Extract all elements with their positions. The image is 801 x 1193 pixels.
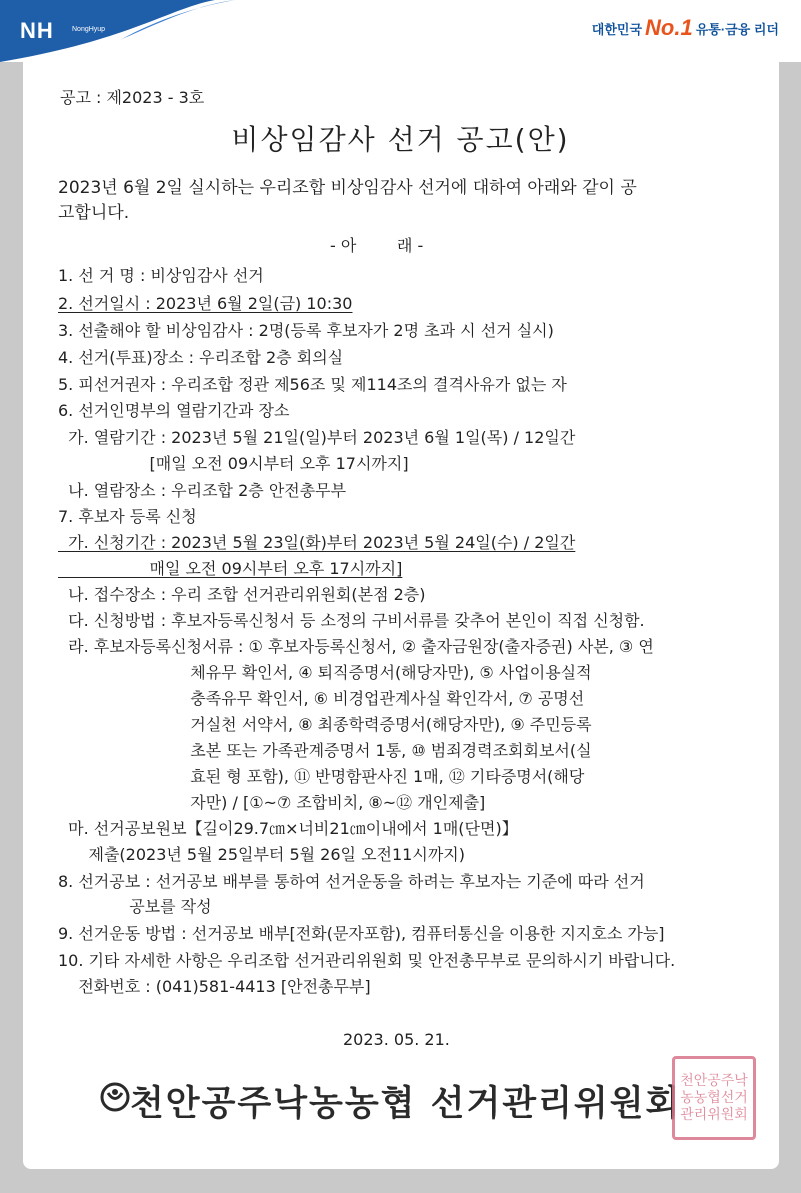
item-line: 4. 선거(투표)장소 : 우리조합 2층 회의실	[58, 348, 344, 367]
notice-date: 2023. 05. 21.	[343, 1030, 450, 1049]
item-line: 2. 선거일시 : 2023년 6월 2일(금) 10:30	[58, 294, 353, 313]
nh-logo-subtitle: NongHyup	[72, 26, 106, 33]
item-line: 5. 피선거권자 : 우리조합 정관 제56조 및 제114조의 결격사유가 없는 자	[58, 375, 567, 394]
item-line: 8. 선거공보 : 선거공보 배부를 통하여 선거운동을 하려는 후보자는 기준에 따라 선거	[58, 872, 645, 891]
item-line: [매일 오전 09시부터 오후 17시까지]	[58, 454, 409, 473]
notice-title: 비상임감사 선거 공고(안)	[231, 123, 570, 156]
intro-line-2: 고합니다.	[58, 203, 130, 223]
item-line: 초본 또는 가족관계증명서 1통, ⑩ 범죄경력조회회보서(실	[58, 741, 592, 760]
item-line: 나. 접수장소 : 우리 조합 선거관리위원회(본점 2층)	[58, 585, 426, 604]
item-line: 10. 기타 자세한 사항은 우리조합 선거관리위원회 및 안전총무부로 문의하시기 바랍니다.	[58, 951, 676, 970]
official-seal: 천안공주낙농농협선거관리위원회	[672, 1056, 756, 1140]
slogan-prefix: 대한민국	[591, 21, 643, 37]
issuing-organization: 천안공주낙농농협 선거관리위원회	[130, 1084, 682, 1124]
item-line: 6. 선거인명부의 열람기간과 장소	[58, 401, 290, 420]
item-line: 효된 형 포함), ⑪ 반명함판사진 1매, ⑫ 기타증명서(해당	[58, 767, 585, 786]
item-line: 공보를 작성	[58, 897, 212, 916]
item-line: 체유무 확인서, ④ 퇴직증명서(해당자만), ⑤ 사업이용실적	[58, 663, 592, 682]
item-line: 제출(2023년 5월 25일부터 5월 26일 오전11시까지)	[58, 845, 465, 864]
item-line: 자만) / [①~⑦ 조합비치, ⑧~⑫ 개인제출]	[58, 793, 486, 812]
item-line: 나. 열람장소 : 우리조합 2층 안전총무부	[58, 481, 347, 500]
item-line: 라. 후보자등록신청서류 : ① 후보자등록신청서, ② 출자금원장(출자증권) 사본, ③ 연	[58, 637, 654, 656]
item-line: 마. 선거공보원보【길이29.7㎝×너비21㎝이내에서 1매(단면)】	[58, 819, 518, 838]
item-line: 9. 선거운동 방법 : 선거공보 배부[전화(문자포함), 컴퓨터통신을 이용한 지지호소 가능]	[58, 924, 665, 943]
slogan-no1: No.1	[645, 15, 693, 40]
item-line: 7. 후보자 등록 신청	[58, 507, 197, 526]
item-line: 전화번호 : (041)581-4413 [안전총무부]	[58, 977, 371, 996]
item-line: 3. 선출해야 할 비상임감사 : 2명(등록 후보자가 2명 초과 시 선거 실시)	[58, 321, 554, 340]
item-line: 매일 오전 09시부터 오후 17시까지]	[58, 559, 403, 578]
item-line: 거실천 서약서, ⑧ 최종학력증명서(해당자만), ⑨ 주민등록	[58, 715, 592, 734]
below-heading: - 아 래 -	[330, 236, 424, 255]
item-line: 가. 열람기간 : 2023년 5월 21일(일)부터 2023년 6월 1일(목) / 12일간	[58, 428, 576, 447]
item-line: 가. 신청기간 : 2023년 5월 23일(화)부터 2023년 5월 24일(수) / 2일간	[58, 533, 576, 552]
item-line: 다. 신청방법 : 후보자등록신청서 등 소정의 구비서류를 갖추어 본인이 직접 신청함.	[58, 611, 645, 630]
notice-number: 공고 : 제2023 - 3호	[60, 88, 205, 107]
item-line: 충족유무 확인서, ⑥ 비경업관계사실 확인각서, ⑦ 공명선	[58, 689, 585, 708]
nonghyup-emblem-icon	[100, 1082, 130, 1112]
slogan-suffix: 유통·금융 리더	[695, 21, 779, 37]
item-line: 1. 선 거 명 : 비상임감사 선거	[58, 266, 264, 285]
nh-logo: NH	[20, 18, 54, 43]
intro-line-1: 2023년 6월 2일 실시하는 우리조합 비상임감사 선거에 대하여 아래와 같이 공	[58, 178, 637, 198]
